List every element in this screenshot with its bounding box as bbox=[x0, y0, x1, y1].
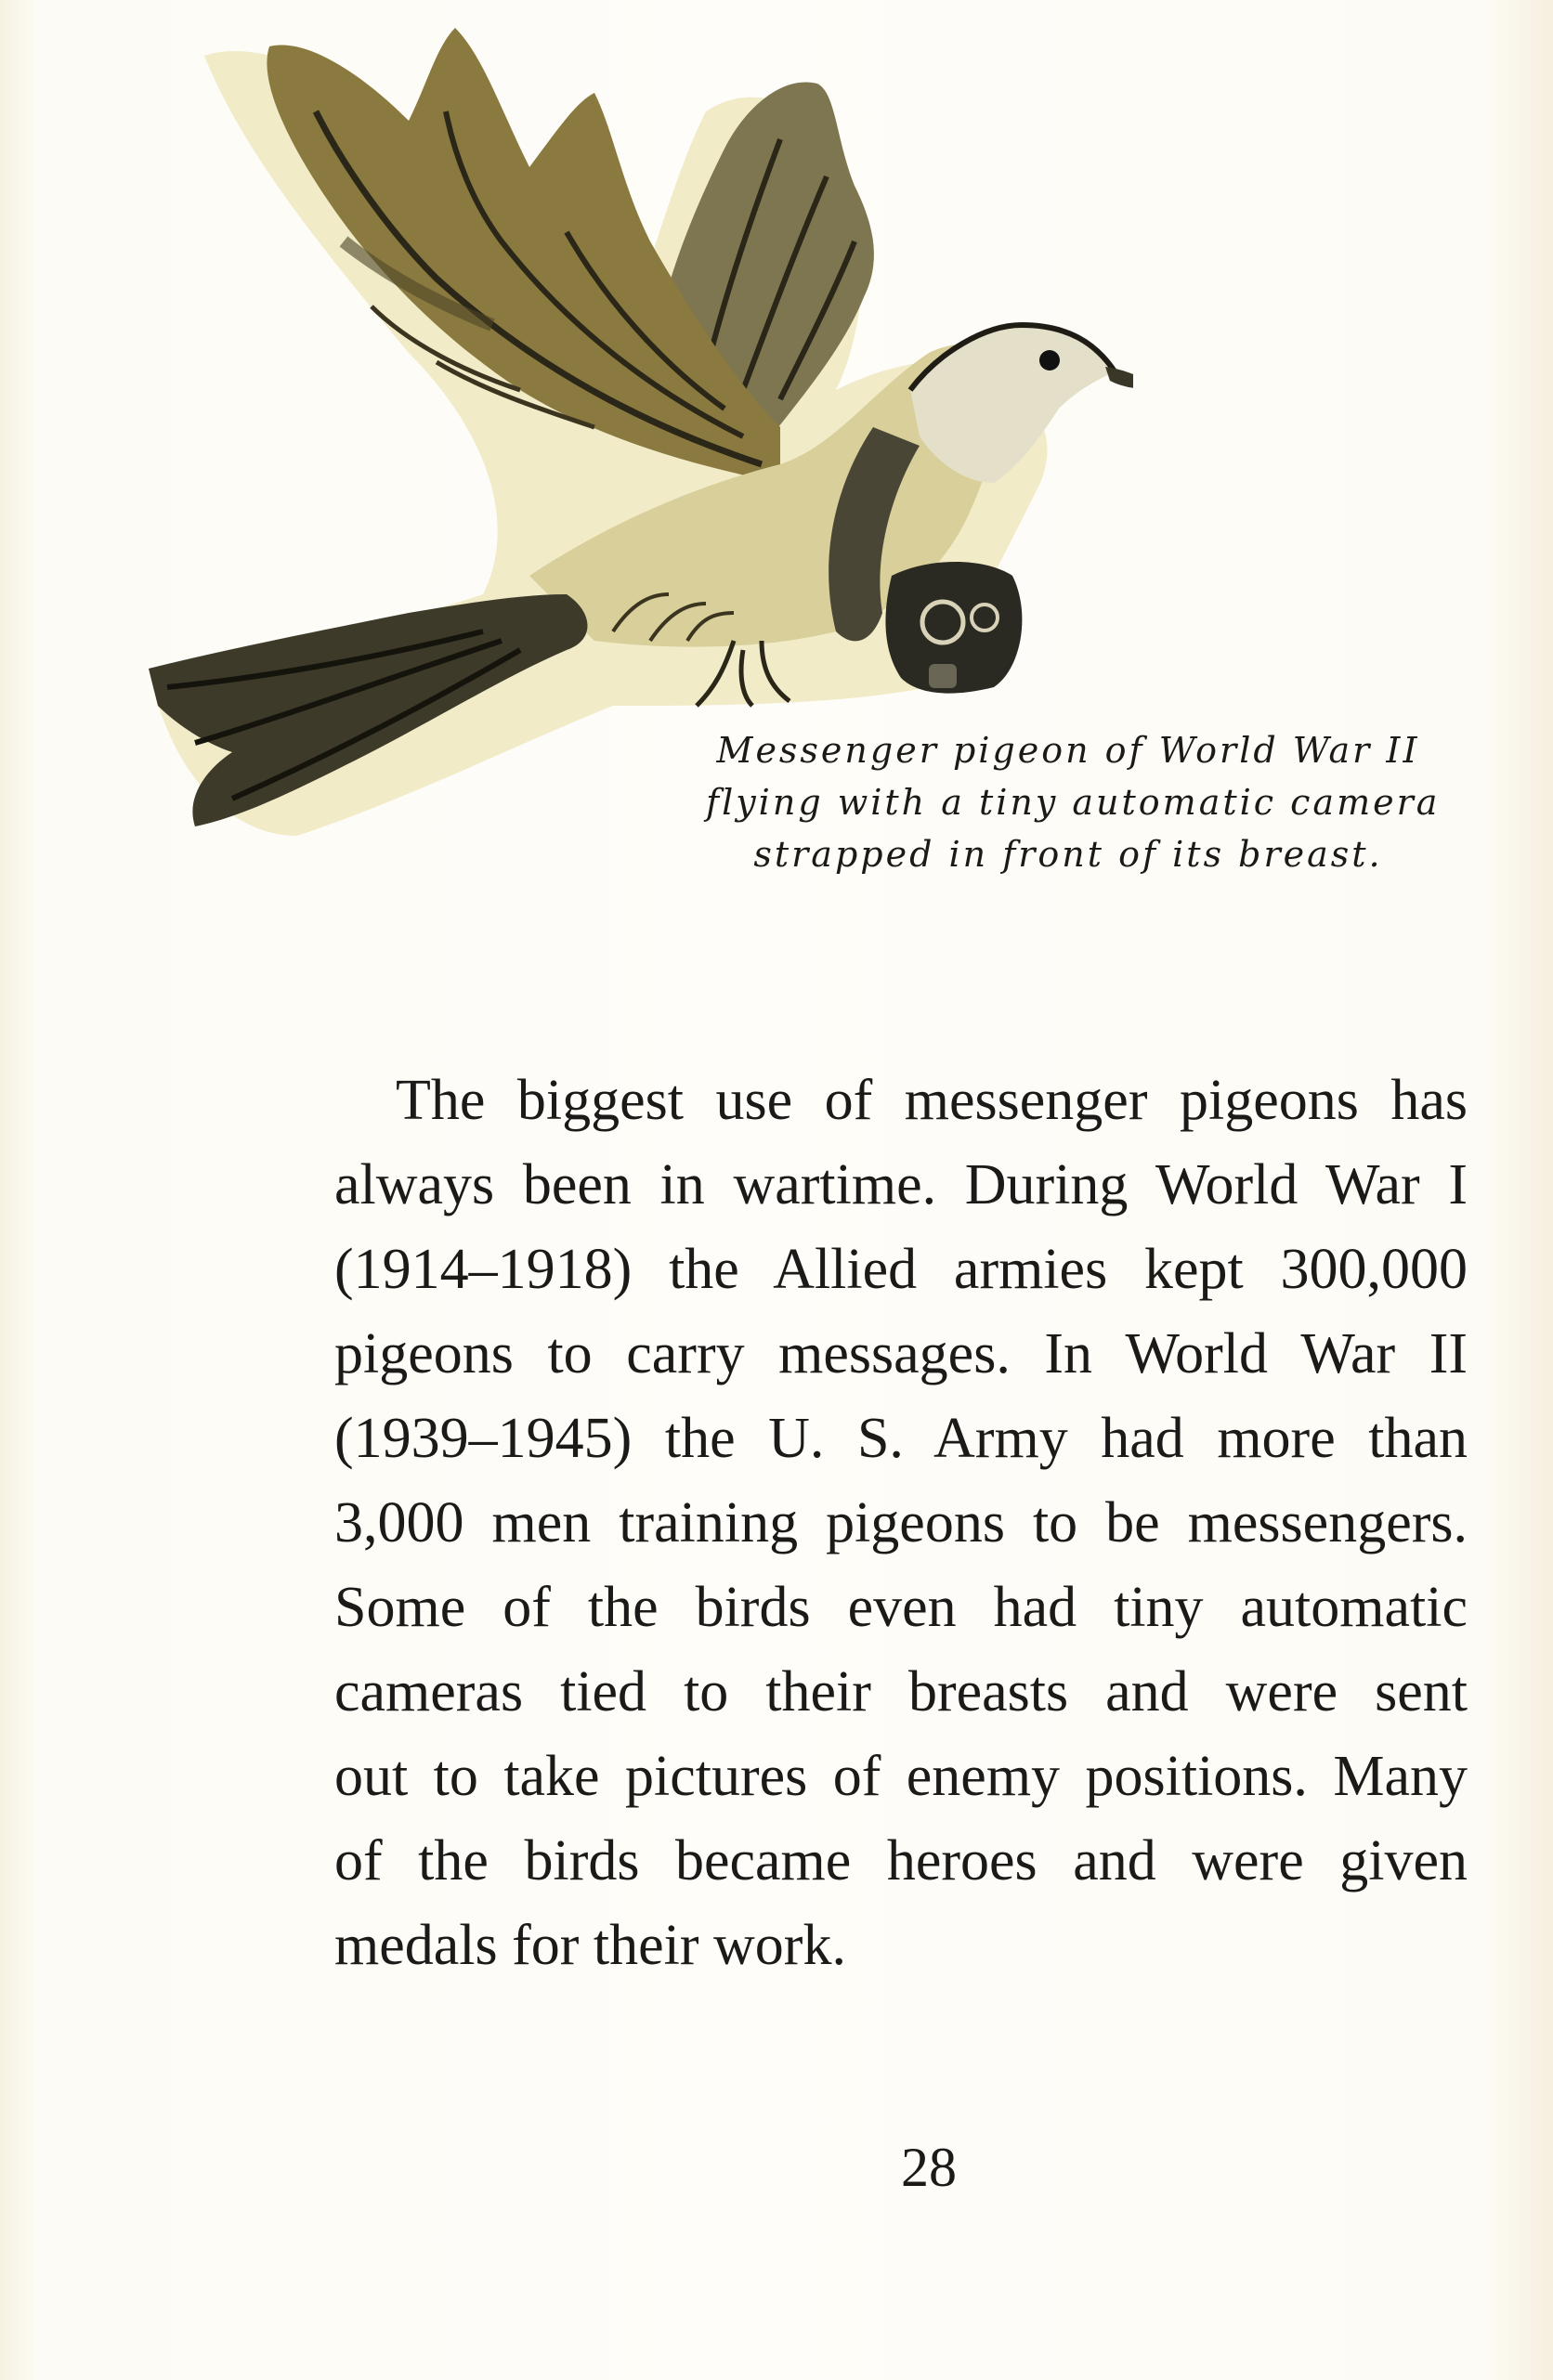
body-line-5: (1939–1945) the U. S. Army had more than bbox=[334, 1407, 1468, 1470]
illustration-caption bbox=[706, 724, 1441, 880]
body-line-8: cameras tied to their breasts and were sent bbox=[334, 1660, 1468, 1723]
caption-line-3: strapped in front of its breast. bbox=[753, 834, 1383, 875]
body-line-7: Some of the birds even had tiny automatic bbox=[334, 1576, 1468, 1639]
body-line-4: pigeons to carry messages. In World War II bbox=[334, 1322, 1468, 1385]
body-line-10: of the birds became heroes and were given bbox=[334, 1829, 1468, 1892]
caption-line-1: Messenger pigeon of World War II bbox=[716, 730, 1420, 771]
body-line-2: always been in wartime. During World War I bbox=[334, 1153, 1468, 1216]
body-line-3: (1914–1918) the Allied armies kept 300,000 bbox=[334, 1238, 1468, 1301]
body-line-1: The biggest use of messenger pigeons has bbox=[396, 1069, 1468, 1132]
body-line-9: out to take pictures of enemy positions. Many bbox=[334, 1745, 1468, 1808]
caption-line-2: flying with a tiny automatic camera bbox=[706, 782, 1441, 823]
page-number: 28 bbox=[901, 2137, 957, 2198]
body-line-11: medals for their work. bbox=[334, 1914, 846, 1977]
body-line-6: 3,000 men training pigeons to be messengers. bbox=[334, 1491, 1468, 1554]
body-paragraph bbox=[334, 1059, 1468, 1988]
